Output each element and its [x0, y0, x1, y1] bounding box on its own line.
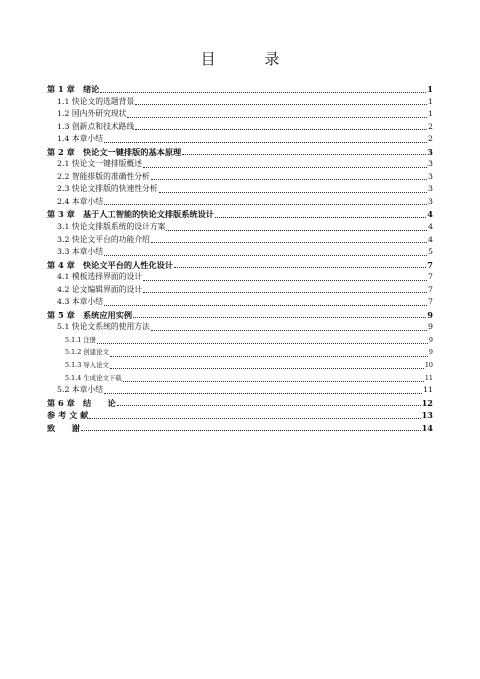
toc-entry-label: 致 谢 [47, 422, 80, 433]
toc-dot-leader [143, 279, 427, 281]
toc-entry[interactable] [47, 259, 433, 272]
toc-entry-page-number: 3 [427, 146, 433, 157]
toc-dot-leader [143, 166, 427, 168]
toc-entry[interactable] [47, 397, 433, 410]
toc-entry-label: 参 考 文 献 [47, 410, 89, 421]
toc-entry[interactable] [47, 422, 433, 435]
toc-entry-page-number: 5 [428, 247, 433, 257]
toc-entry[interactable] [47, 296, 433, 309]
toc-entry-label: 2.1 快论文一键排版概述 [57, 159, 143, 169]
toc-entry[interactable] [47, 409, 433, 422]
toc-title: 目 录 [200, 50, 302, 68]
toc-entry-label: 1.2 国内外研究现状 [57, 109, 127, 119]
toc-entry-label: 5.1.3 导入论文 [65, 361, 109, 370]
toc-dot-leader [174, 266, 426, 268]
toc-entry-page-number: 7 [428, 297, 433, 307]
toc-entry-page-number: 11 [424, 373, 433, 382]
toc-entry-page-number: 4 [427, 209, 433, 220]
toc-dot-leader [117, 404, 421, 406]
toc-entry[interactable] [47, 171, 433, 184]
toc-entry[interactable] [47, 121, 433, 134]
toc-entry[interactable] [47, 321, 433, 334]
toc-dot-leader [100, 91, 426, 93]
toc-entry[interactable] [47, 271, 433, 284]
toc-entry[interactable] [47, 309, 433, 322]
toc-entry-page-number: 9 [428, 348, 433, 357]
toc-dot-leader [104, 392, 422, 394]
toc-entry-page-number: 9 [428, 335, 433, 344]
toc-entry[interactable] [47, 133, 433, 146]
toc-entry-label: 5.1 快论文系统的使用方法 [57, 322, 150, 332]
toc-dot-leader [215, 216, 426, 218]
toc-entry-label: 2.3 快论文排版的快速性分析 [57, 184, 158, 194]
toc-entry[interactable] [47, 246, 433, 259]
toc-entry-page-number: 3 [428, 184, 433, 194]
toc-entry-page-number: 7 [427, 259, 433, 270]
toc-entry-page-number: 14 [421, 422, 433, 433]
toc-entry-page-number: 10 [424, 361, 433, 370]
toc-dot-leader [104, 304, 427, 306]
toc-entry-label: 4.1 模板选择界面的设计 [57, 272, 143, 282]
toc-entry[interactable] [47, 334, 433, 347]
toc-entry-label: 第 2 章 快论文一键排版的基本原理 [47, 146, 182, 157]
toc-dot-leader [123, 380, 424, 382]
toc-entry-page-number: 2 [428, 121, 433, 131]
toc-entry-label: 3.2 快论文平台的功能介绍 [57, 234, 150, 244]
toc-entry-page-number: 13 [421, 410, 433, 421]
toc-dot-leader [151, 178, 427, 180]
toc-entry[interactable] [47, 83, 433, 96]
toc-entry-label: 3.3 本章小结 [57, 247, 104, 257]
toc-entry[interactable] [47, 146, 433, 159]
toc-entry-label: 5.1.1 注册 [65, 335, 97, 344]
table-of-contents [47, 83, 433, 434]
toc-entry[interactable] [47, 372, 433, 385]
toc-entry-label: 1.3 创新点和技术路线 [57, 121, 135, 131]
toc-entry-page-number: 7 [428, 284, 433, 294]
toc-entry[interactable] [47, 158, 433, 171]
toc-dot-leader [143, 291, 427, 293]
toc-entry-label: 2.4 本章小结 [57, 196, 104, 206]
toc-dot-leader [89, 417, 420, 419]
toc-entry-label: 第 5 章 系统应用实例 [47, 309, 133, 320]
toc-dot-leader [97, 342, 428, 344]
toc-entry-page-number: 3 [428, 171, 433, 181]
toc-entry-label: 2.2 智能排版的准确性分析 [57, 171, 150, 181]
toc-entry-page-number: 3 [428, 159, 433, 169]
toc-entry-page-number: 2 [428, 134, 433, 144]
toc-entry-page-number: 1 [427, 84, 433, 94]
toc-dot-leader [81, 429, 421, 431]
toc-entry-page-number: 9 [427, 309, 433, 320]
toc-entry-page-number: 1 [428, 96, 433, 106]
toc-entry-label: 第 4 章 快论文平台的人性化设计 [47, 259, 174, 270]
toc-entry-page-number: 3 [428, 196, 433, 206]
toc-dot-leader [166, 229, 427, 231]
toc-entry-label: 5.1.4 生成论文下载 [65, 373, 122, 382]
toc-dot-leader [182, 153, 426, 155]
toc-entry[interactable] [47, 359, 433, 372]
toc-dot-leader [104, 254, 427, 256]
toc-entry-page-number: 9 [428, 322, 433, 332]
toc-entry-label: 第 1 章 绪论 [47, 84, 100, 94]
toc-entry-label: 第 6 章 结 论 [47, 397, 116, 408]
toc-dot-leader [159, 191, 427, 193]
toc-dot-leader [104, 203, 427, 205]
toc-entry-label: 1.4 本章小结 [57, 134, 104, 144]
toc-entry-label: 4.2 论文编辑界面的设计 [57, 284, 143, 294]
toc-entry-page-number: 4 [428, 234, 433, 244]
toc-entry[interactable] [47, 196, 433, 209]
toc-dot-leader [151, 329, 427, 331]
toc-entry[interactable] [47, 96, 433, 109]
toc-entry-label: 4.3 本章小结 [57, 297, 104, 307]
toc-entry-page-number: 12 [421, 397, 433, 408]
toc-entry[interactable] [47, 384, 433, 397]
toc-dot-leader [110, 367, 424, 369]
toc-entry-page-number: 11 [423, 385, 433, 395]
toc-entry[interactable] [47, 108, 433, 121]
toc-dot-leader [135, 128, 427, 130]
toc-dot-leader [133, 316, 426, 318]
toc-dot-leader [127, 116, 427, 118]
toc-dot-leader [110, 355, 428, 357]
toc-dot-leader [151, 241, 427, 243]
toc-entry-label: 5.2 本章小结 [57, 385, 104, 395]
toc-entry-page-number: 7 [428, 272, 433, 282]
toc-entry[interactable] [47, 346, 433, 359]
toc-entry[interactable] [47, 284, 433, 297]
toc-entry-label: 5.1.2 创建论文 [65, 348, 109, 357]
toc-entry[interactable] [47, 183, 433, 196]
toc-entry[interactable] [47, 221, 433, 234]
toc-entry[interactable] [47, 208, 433, 221]
toc-dot-leader [135, 103, 427, 105]
toc-entry[interactable] [47, 234, 433, 247]
toc-dot-leader [104, 141, 427, 143]
toc-entry-label: 第 3 章 基于人工智能的快论文排版系统设计 [47, 209, 214, 220]
toc-entry-label: 1.1 快论文的选题背景 [57, 96, 135, 106]
toc-entry-page-number: 1 [428, 109, 433, 119]
toc-entry-label: 3.1 快论文排版系统的设计方案 [57, 222, 166, 232]
toc-entry-page-number: 4 [428, 222, 433, 232]
